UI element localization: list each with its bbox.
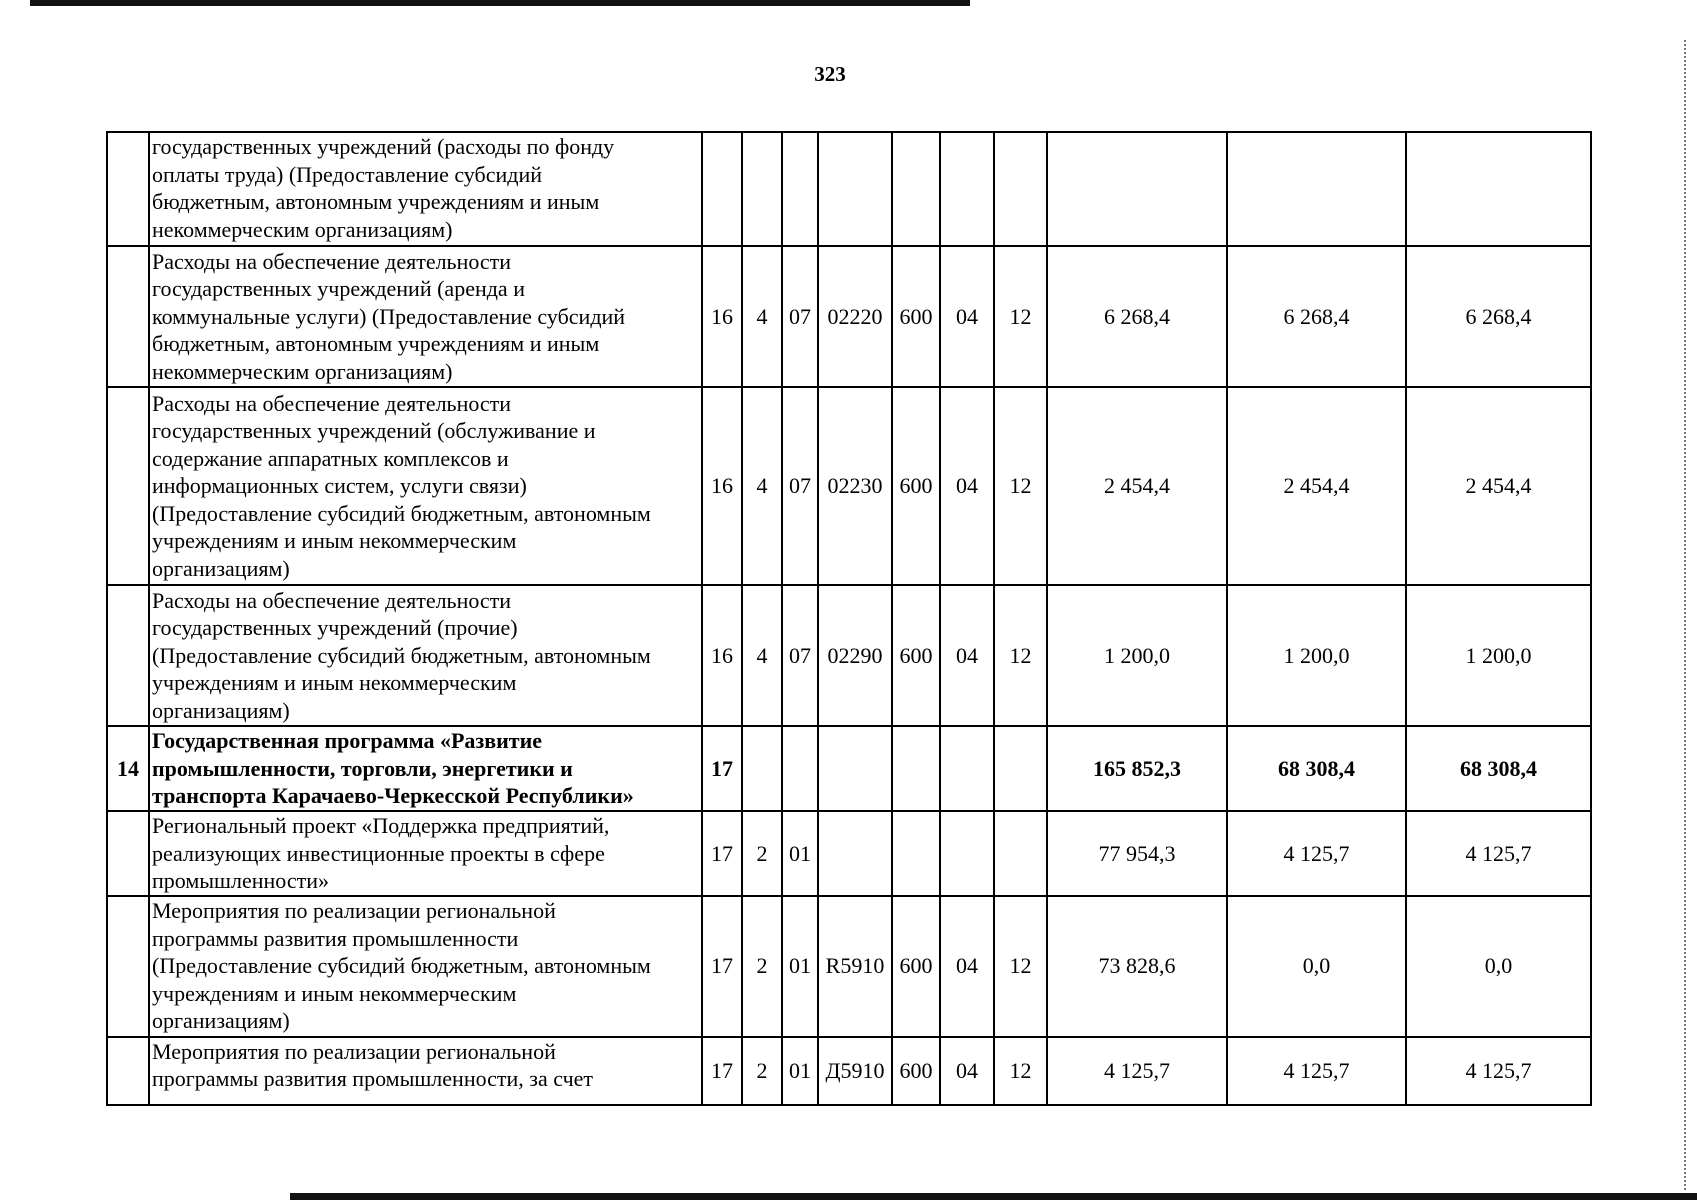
amount-year3-cell: 1 200,0: [1406, 585, 1591, 726]
table-row: [107, 1037, 1591, 1105]
amount-year2-cell: 4 125,7: [1227, 1037, 1406, 1105]
event-code-cell: 07: [782, 585, 818, 726]
description-line: информационных систем, услуги связи): [152, 473, 527, 499]
amount-year1-cell: 4 125,7: [1047, 1037, 1227, 1105]
table-row: [107, 726, 1591, 811]
event-code-cell: [782, 726, 818, 811]
amount-year2-cell: 1 200,0: [1227, 585, 1406, 726]
event-code-cell: 01: [782, 1037, 818, 1105]
subprogram-code-cell: [742, 132, 782, 246]
row-number-cell: [107, 132, 149, 246]
section-cell: 04: [940, 387, 994, 585]
amount-year1-cell: 1 200,0: [1047, 585, 1227, 726]
event-code-cell: 01: [782, 811, 818, 896]
event-code-cell: 07: [782, 387, 818, 585]
admin-code-cell: 16: [702, 387, 742, 585]
subprogram-code-cell: 4: [742, 387, 782, 585]
event-code-cell: 01: [782, 896, 818, 1037]
expense-type-cell: 600: [892, 246, 940, 387]
description-line: промышленности»: [152, 868, 329, 893]
scan-border-bottom: [290, 1193, 1697, 1200]
description-cell: [149, 811, 702, 896]
description-cell: [149, 246, 702, 387]
description-line: организациям): [152, 697, 290, 723]
description-line: Мероприятия по реализации региональной: [152, 898, 556, 924]
table-row: [107, 811, 1591, 896]
description-cell: [149, 387, 702, 585]
expense-type-cell: 600: [892, 387, 940, 585]
description-line: учреждениям и иным некоммерческим: [152, 670, 517, 696]
subsection-cell: 12: [994, 387, 1047, 585]
subprogram-code-cell: 4: [742, 246, 782, 387]
amount-year1-cell: [1047, 132, 1227, 246]
description-line: оплаты труда) (Предоставление субсидий: [152, 161, 542, 187]
amount-year3-cell: 4 125,7: [1406, 811, 1591, 896]
description-line: (Предоставление субсидий бюджетным, автономным: [152, 953, 651, 979]
admin-code-cell: 17: [702, 726, 742, 811]
description-line: Расходы на обеспечение деятельности: [152, 390, 512, 416]
description-cell: [149, 132, 702, 246]
description-line: транспорта Карачаево-Черкесской Республики»: [152, 783, 634, 809]
subprogram-code-cell: 2: [742, 811, 782, 896]
scan-border-top: [30, 0, 970, 6]
amount-year2-cell: 2 454,4: [1227, 387, 1406, 585]
target-code-cell: [818, 726, 892, 811]
row-number-cell: [107, 811, 149, 896]
amount-year3-cell: 6 268,4: [1406, 246, 1591, 387]
subprogram-code-cell: 2: [742, 1037, 782, 1105]
target-code-cell: 02290: [818, 585, 892, 726]
amount-year3-cell: 68 308,4: [1406, 726, 1591, 811]
admin-code-cell: 16: [702, 585, 742, 726]
description-line: Мероприятия по реализации региональной: [152, 1038, 556, 1064]
subprogram-code-cell: 2: [742, 896, 782, 1037]
target-code-cell: [818, 132, 892, 246]
description-line: бюджетным, автономным учреждениям и иным: [152, 189, 600, 214]
target-code-cell: 02220: [818, 246, 892, 387]
description-line: организациям): [152, 555, 290, 581]
target-code-cell: [818, 811, 892, 896]
expense-type-cell: 600: [892, 585, 940, 726]
description-line: государственных учреждений (аренда и: [152, 276, 525, 302]
description-line: (Предоставление субсидий бюджетным, автономным: [152, 500, 651, 526]
section-cell: 04: [940, 896, 994, 1037]
section-cell: [940, 811, 994, 896]
description-line: учреждениям и иным некоммерческим: [152, 528, 517, 554]
section-cell: 04: [940, 585, 994, 726]
row-number-cell: 14: [107, 726, 149, 811]
subsection-cell: [994, 811, 1047, 896]
description-cell: [149, 1037, 702, 1105]
description-line: государственных учреждений (расходы по фонду: [152, 134, 615, 159]
description-line: Государственная программа «Развитие: [152, 728, 543, 754]
row-number-cell: [107, 896, 149, 1037]
section-cell: [940, 132, 994, 246]
subsection-cell: [994, 726, 1047, 811]
description-line: промышленности, торговли, энергетики и: [152, 755, 573, 781]
section-cell: 04: [940, 1037, 994, 1105]
subprogram-code-cell: [742, 726, 782, 811]
amount-year1-cell: 77 954,3: [1047, 811, 1227, 896]
admin-code-cell: 16: [702, 246, 742, 387]
description-line: некоммерческим организациям): [152, 216, 453, 242]
amount-year1-cell: 6 268,4: [1047, 246, 1227, 387]
description-line: организациям): [152, 1008, 290, 1034]
amount-year2-cell: 6 268,4: [1227, 246, 1406, 387]
description-line: содержание аппаратных комплексов и: [152, 445, 509, 471]
subsection-cell: [994, 132, 1047, 246]
description-cell: [149, 726, 702, 811]
description-cell: [149, 585, 702, 726]
row-number-cell: [107, 387, 149, 585]
amount-year1-cell: 73 828,6: [1047, 896, 1227, 1037]
subprogram-code-cell: 4: [742, 585, 782, 726]
amount-year2-cell: [1227, 132, 1406, 246]
expense-type-cell: 600: [892, 1037, 940, 1105]
row-number-cell: [107, 585, 149, 726]
admin-code-cell: [702, 132, 742, 246]
description-cell: [149, 896, 702, 1037]
admin-code-cell: 17: [702, 811, 742, 896]
amount-year1-cell: 165 852,3: [1047, 726, 1227, 811]
target-code-cell: Д5910: [818, 1037, 892, 1105]
description-line: Расходы на обеспечение деятельности: [152, 587, 512, 613]
amount-year1-cell: 2 454,4: [1047, 387, 1227, 585]
row-number-cell: [107, 246, 149, 387]
table-row: [107, 132, 1591, 246]
description-line: программы развития промышленности: [152, 925, 519, 951]
expense-type-cell: 600: [892, 896, 940, 1037]
event-code-cell: 07: [782, 246, 818, 387]
subsection-cell: 12: [994, 896, 1047, 1037]
amount-year3-cell: 0,0: [1406, 896, 1591, 1037]
description-line: программы развития промышленности, за счет: [152, 1066, 594, 1091]
target-code-cell: 02230: [818, 387, 892, 585]
amount-year2-cell: 0,0: [1227, 896, 1406, 1037]
description-line: государственных учреждений (прочие): [152, 615, 518, 641]
amount-year2-cell: 4 125,7: [1227, 811, 1406, 896]
description-line: государственных учреждений (обслуживание и: [152, 418, 596, 444]
admin-code-cell: 17: [702, 1037, 742, 1105]
description-line: бюджетным, автономным учреждениям и иным: [152, 331, 600, 357]
target-code-cell: R5910: [818, 896, 892, 1037]
amount-year3-cell: [1406, 132, 1591, 246]
amount-year3-cell: 4 125,7: [1406, 1037, 1591, 1105]
description-line: Региональный проект «Поддержка предприятий,: [152, 813, 610, 838]
expense-type-cell: [892, 726, 940, 811]
section-cell: [940, 726, 994, 811]
admin-code-cell: 17: [702, 896, 742, 1037]
row-number-cell: [107, 1037, 149, 1105]
expense-type-cell: [892, 811, 940, 896]
amount-year2-cell: 68 308,4: [1227, 726, 1406, 811]
expense-type-cell: [892, 132, 940, 246]
description-line: (Предоставление субсидий бюджетным, автономным: [152, 642, 651, 668]
description-line: некоммерческим организациям): [152, 358, 453, 384]
budget-table: [106, 131, 1592, 1106]
description-line: коммунальные услуги) (Предоставление субсидий: [152, 303, 626, 329]
description-line: Расходы на обеспечение деятельности: [152, 248, 512, 274]
table-row: [107, 387, 1591, 585]
table-row: [107, 585, 1591, 726]
description-line: реализующих инвестиционные проекты в сфере: [152, 840, 605, 866]
table-row: [107, 896, 1591, 1037]
description-line: учреждениям и иным некоммерческим: [152, 980, 517, 1006]
section-cell: 04: [940, 246, 994, 387]
subsection-cell: 12: [994, 1037, 1047, 1105]
subsection-cell: 12: [994, 246, 1047, 387]
scan-edge-right: [1684, 40, 1687, 1190]
table-row: [107, 246, 1591, 387]
subsection-cell: 12: [994, 585, 1047, 726]
amount-year3-cell: 2 454,4: [1406, 387, 1591, 585]
event-code-cell: [782, 132, 818, 246]
page-number: 323: [814, 62, 846, 86]
